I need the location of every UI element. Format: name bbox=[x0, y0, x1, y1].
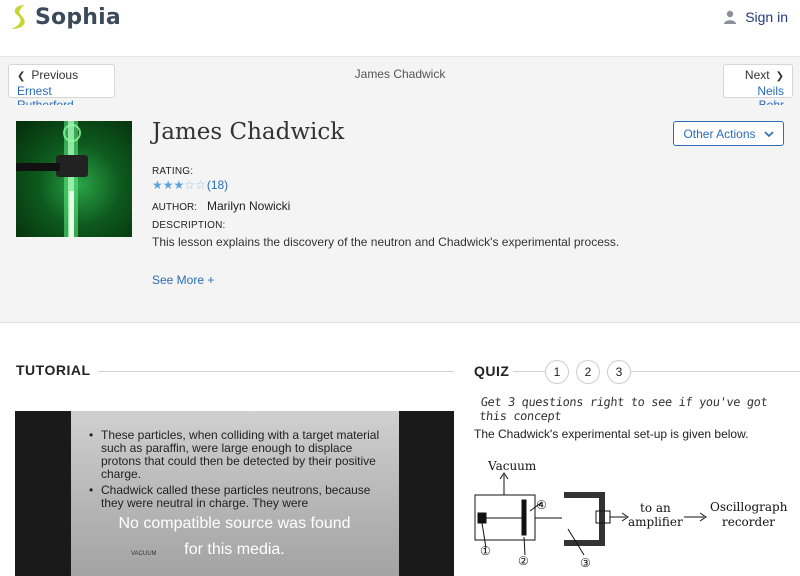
quiz-steps bbox=[545, 360, 638, 384]
description-label: DESCRIPTION: bbox=[152, 220, 226, 231]
description-text: This lesson explains the discovery of the neutron and Chadwick's experimental process. bbox=[152, 235, 620, 249]
author-name: Marilyn Nowicki bbox=[207, 199, 291, 213]
quiz-instructions: Get 3 questions right to see if you've got this concept bbox=[478, 395, 769, 423]
tutorial-heading: TUTORIAL bbox=[16, 362, 91, 378]
slide-text bbox=[89, 429, 389, 513]
diagram-label-to-an: to an bbox=[640, 501, 671, 515]
lesson-title: James Chadwick bbox=[152, 119, 345, 145]
diagram-label-recorder: recorder bbox=[722, 515, 776, 529]
brand-name: Sophia bbox=[35, 4, 121, 30]
diagram-marker-1: ① bbox=[480, 544, 491, 558]
discharge-tube-image bbox=[16, 121, 132, 237]
star-icon-filled: ★ bbox=[152, 178, 163, 192]
quiz-question: The Chadwick's experimental set-up is given below. bbox=[474, 427, 749, 441]
star-icon-empty: ☆ bbox=[195, 178, 206, 192]
tutorial-divider bbox=[98, 371, 454, 372]
rating-count[interactable]: (18) bbox=[206, 178, 229, 192]
quiz-heading: QUIZ bbox=[474, 363, 510, 379]
video-player[interactable] bbox=[15, 411, 454, 576]
top-bar bbox=[0, 0, 800, 57]
diagram-marker-3: ③ bbox=[580, 556, 591, 570]
quiz-divider bbox=[630, 371, 800, 372]
lesson-header bbox=[0, 105, 800, 323]
other-actions-button[interactable] bbox=[673, 121, 784, 146]
chevron-down-icon bbox=[764, 131, 774, 137]
slide-bullet: • Chadwick called these particles neutrons, because they were neutral in charge. They were bbox=[89, 484, 389, 510]
star-icon-filled: ★ bbox=[173, 178, 185, 192]
slide-diagram-label: VACUUM bbox=[131, 551, 157, 557]
sign-in-label: Sign in bbox=[745, 9, 788, 25]
quiz-divider bbox=[513, 371, 547, 372]
next-lesson-link[interactable]: Neils bbox=[757, 84, 784, 98]
quiz-step-3[interactable]: 3 bbox=[607, 360, 631, 384]
diagram-marker-4: ④ bbox=[536, 498, 547, 512]
diagram-label-vacuum: Vacuum bbox=[488, 459, 537, 473]
sophia-logo[interactable] bbox=[10, 2, 121, 32]
chevron-left-icon: ❮ bbox=[17, 71, 26, 82]
previous-lesson-link[interactable]: Ernest bbox=[17, 84, 52, 98]
diagram-marker-2: ② bbox=[518, 554, 529, 568]
star-icon-empty: ☆ bbox=[184, 178, 196, 192]
rating-stars[interactable] bbox=[152, 178, 228, 192]
other-actions-label: Other Actions bbox=[683, 126, 756, 141]
see-more-link[interactable]: See More + bbox=[152, 273, 215, 287]
diagram-label-amplifier: amplifier bbox=[628, 515, 683, 529]
lesson-nav bbox=[0, 57, 800, 105]
sign-in-link[interactable] bbox=[723, 9, 788, 25]
quiz-step-1[interactable]: 1 bbox=[545, 360, 569, 384]
author-label: AUTHOR: bbox=[152, 202, 197, 213]
rating-label: RATING: bbox=[152, 166, 194, 177]
chevron-right-icon: ❯ bbox=[775, 71, 784, 82]
diagram-label-oscillograph: Oscillograph bbox=[710, 500, 788, 514]
video-error-line: for this media. bbox=[184, 541, 285, 558]
quiz-step-2[interactable]: 2 bbox=[576, 360, 600, 384]
next-button[interactable] bbox=[723, 64, 793, 98]
video-error-message bbox=[15, 511, 454, 563]
user-icon bbox=[723, 10, 737, 24]
chadwick-apparatus-diagram bbox=[472, 455, 792, 576]
next-label: Next bbox=[744, 68, 770, 82]
nav-current-title: James Chadwick bbox=[354, 67, 446, 81]
previous-label: Previous bbox=[31, 68, 79, 82]
sophia-logo-icon bbox=[10, 3, 30, 31]
video-error-line: No compatible source was found bbox=[118, 515, 351, 532]
lesson-thumbnail bbox=[16, 121, 132, 237]
author-row bbox=[152, 199, 290, 213]
slide-bullet: • These particles, when colliding with a target material such as paraffin, were large enough to displace protons that could then be detected by their positive charge. bbox=[89, 429, 389, 481]
star-icon-filled: ★ bbox=[162, 178, 174, 192]
